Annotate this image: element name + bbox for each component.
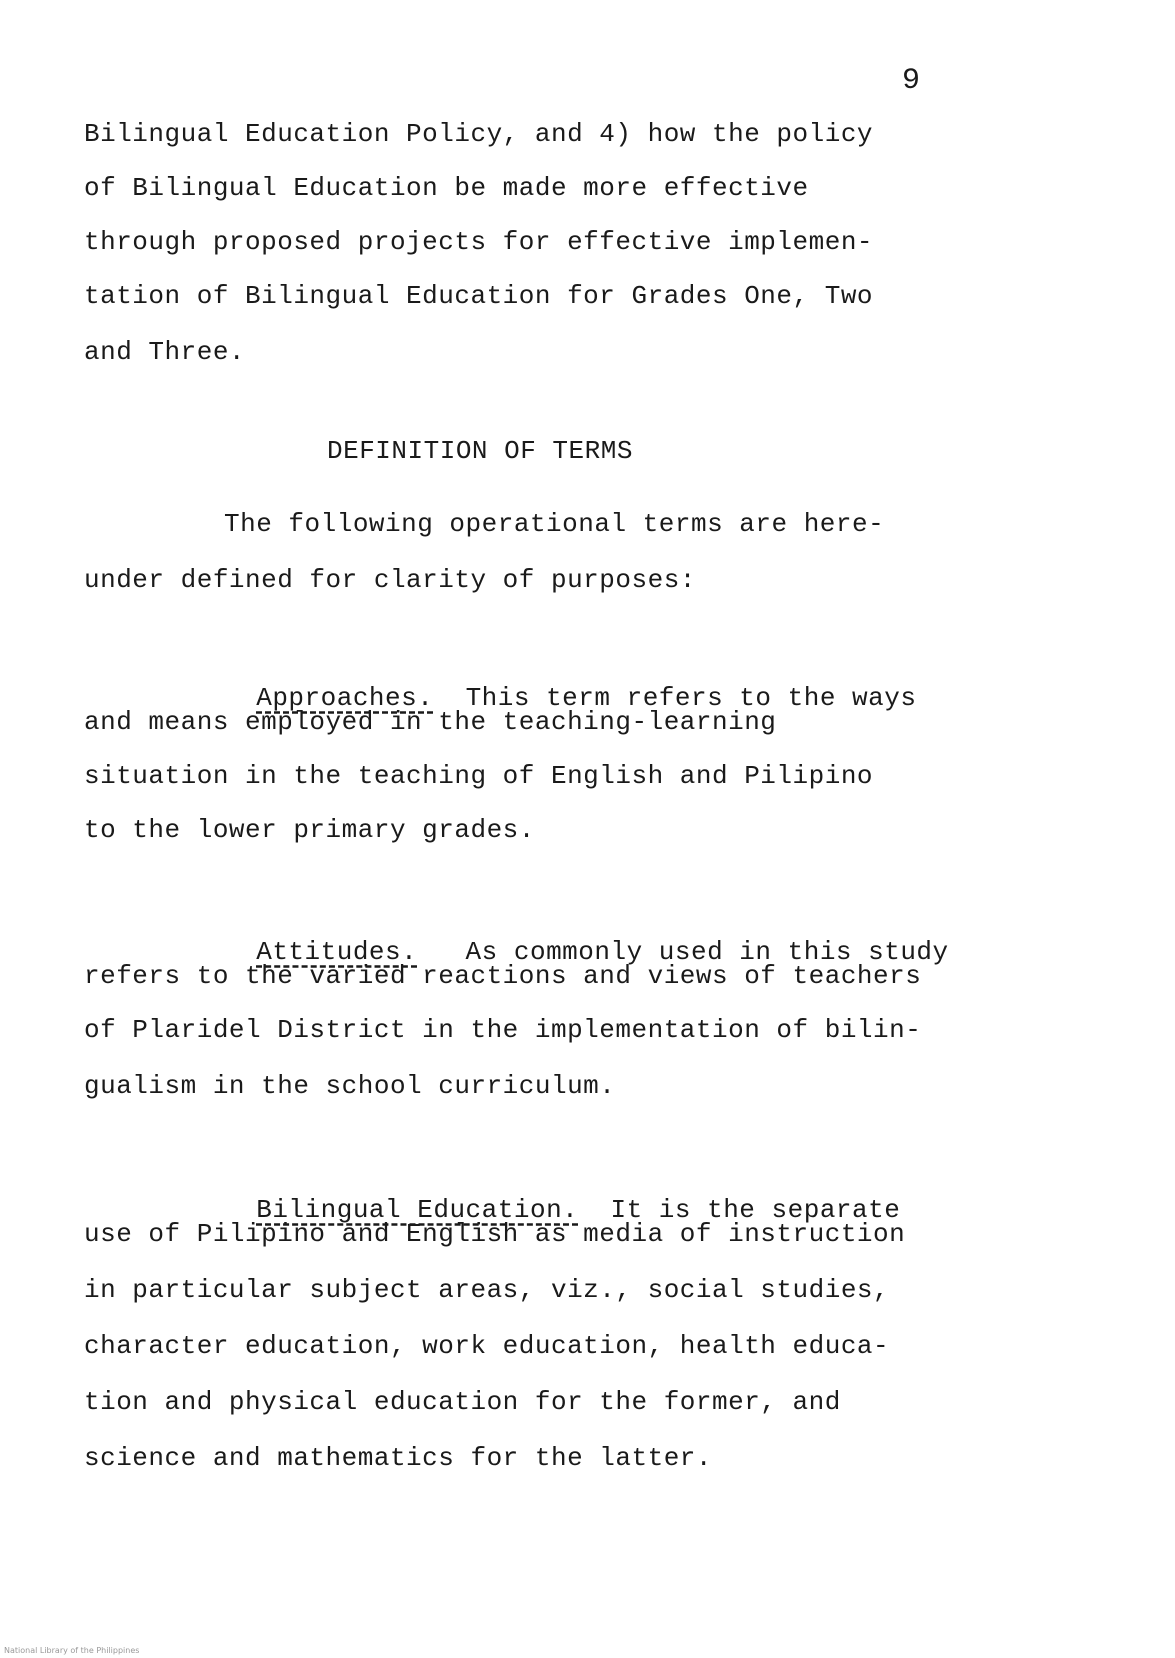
term-bilingual-education: Bilingual Education. bbox=[256, 1195, 579, 1225]
preface-line: under defined for clarity of purposes: bbox=[84, 565, 696, 595]
page-number: 9 bbox=[902, 64, 921, 98]
definition-line: tion and physical education for the former, and bbox=[84, 1387, 841, 1417]
definition-line: of Plaridel District in the implementation of bilin- bbox=[84, 1015, 922, 1045]
definition-attitudes-first-line bbox=[224, 904, 949, 968]
intro-line: tation of Bilingual Education for Grades One, Two bbox=[84, 281, 874, 311]
definition-line: situation in the teaching of English and Pilipino bbox=[84, 761, 874, 791]
definition-line: refers to the varied reactions and views of teachers bbox=[84, 961, 922, 991]
definition-line: use of Pilipino and English as media of instruction bbox=[84, 1219, 906, 1249]
definition-line: character education, work education, health educa- bbox=[84, 1331, 890, 1361]
preface-line: The following operational terms are here- bbox=[224, 509, 885, 539]
footer-watermark: National Library of the Philippines bbox=[4, 1646, 140, 1655]
definition-text: This term refers to the ways bbox=[433, 683, 917, 713]
intro-line: of Bilingual Education be made more effective bbox=[84, 173, 809, 203]
term-approaches: Approaches. bbox=[256, 683, 434, 713]
definition-line: to the lower primary grades. bbox=[84, 815, 535, 845]
intro-line: Bilingual Education Policy, and 4) how the policy bbox=[84, 119, 874, 149]
intro-line: and Three. bbox=[84, 337, 246, 367]
definition-line: gualism in the school curriculum. bbox=[84, 1071, 616, 1101]
section-heading: DEFINITION OF TERMS bbox=[327, 436, 633, 466]
definition-line: in particular subject areas, viz., social studies, bbox=[84, 1275, 890, 1305]
intro-line: through proposed projects for effective implemen- bbox=[84, 227, 874, 257]
definition-text: It is the separate bbox=[578, 1195, 901, 1225]
definition-bilingual-education-first-line bbox=[224, 1162, 900, 1226]
definition-line: science and mathematics for the latter. bbox=[84, 1443, 712, 1473]
term-attitudes: Attitudes. bbox=[256, 937, 418, 967]
definition-text: As commonly used in this study bbox=[417, 937, 949, 967]
definition-approaches-first-line bbox=[224, 650, 916, 714]
definition-line: and means employed in the teaching-learning bbox=[84, 707, 777, 737]
